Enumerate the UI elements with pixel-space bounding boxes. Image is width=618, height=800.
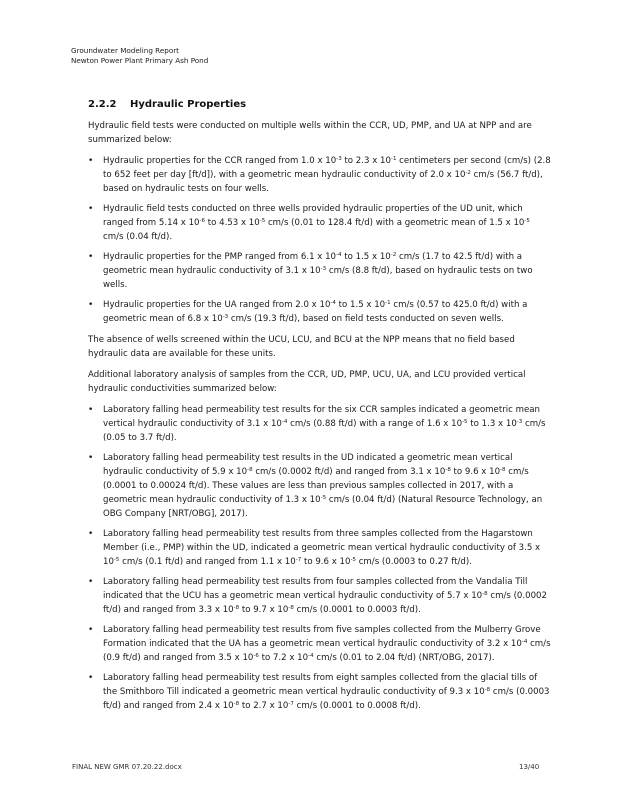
exponent: -3 — [516, 419, 523, 425]
text-run: Hydraulic properties for the CCR ranged from 1.0 x 10 — [103, 156, 337, 166]
exponent: -8 — [247, 467, 253, 473]
text-run: to 9.6 x 10 — [301, 557, 351, 567]
list-item — [88, 202, 552, 244]
section-title-text: Hydraulic Properties — [130, 99, 247, 110]
text-run: to 7.2 x 10 — [258, 653, 309, 663]
list-item — [88, 575, 552, 617]
text-run: cm/s (0.0002 ft/d) and ranged from 3.1 x 10 — [252, 467, 446, 477]
list-item — [88, 623, 552, 665]
text-run: to 9.7 x 10 — [239, 605, 289, 615]
exponent: -5 — [259, 218, 266, 224]
exponent: -5 — [524, 218, 530, 224]
document-header — [71, 46, 208, 65]
text-run: to 2.3 x 10 — [341, 156, 391, 166]
bullet-marker: • — [88, 300, 94, 310]
list-item — [88, 298, 552, 326]
lab-intro-paragraph: Additional laboratory analysis of samples from the CCR, UD, PMP, UCU, UA, and LCU provided vertical hydraulic conductivities summarized below: — [88, 370, 526, 394]
exponent: -7 — [295, 557, 302, 563]
text-run: cm/s (0.01 to 128.4 ft/d) with a geometric mean of 1.5 x 10 — [265, 218, 525, 228]
list-item — [88, 154, 552, 196]
text-run: cm/s (0.0001 to 0.0003 ft/d). — [293, 605, 421, 615]
bullet-marker: • — [88, 625, 94, 635]
list-item — [88, 451, 552, 521]
text-run: to 2.7 x 10 — [239, 701, 289, 711]
exponent: -2 — [465, 170, 471, 176]
text-run: cm/s (0.0002 ft/d) and ranged from 3.3 x 10 — [103, 591, 547, 615]
section-heading — [88, 99, 246, 110]
exponent: -8 — [288, 605, 294, 611]
exponent: -5 — [113, 557, 120, 563]
text-run: cm/s (0.05 to 3.7 ft/d). — [103, 419, 546, 443]
exponent: -2 — [390, 252, 397, 258]
text-run: Laboratory falling head permeability test results for the six CCR samples indicated a geometric mean vertical hydraulic conductivity of 3.1 x 10 — [103, 405, 540, 429]
text-run: to 1.3 x 10 — [467, 419, 517, 429]
text-run: cm/s (0.0001 to 0.0008 ft/d). — [293, 701, 421, 711]
text-run: to 9.6 x 10 — [450, 467, 501, 477]
text-run: Hydraulic field tests conducted on three wells provided hydraulic properties of the UD unit, which ranged from 5.14 x 10 — [103, 204, 523, 228]
exponent: -5 — [462, 419, 468, 425]
exponent: -8 — [233, 605, 240, 611]
exponent: -1 — [385, 300, 391, 306]
text-run: cm/s (0.57 to 425.0 ft/d) with a geometric mean of 6.8 x 10 — [103, 300, 528, 324]
text-run: cm/s (0.0003 ft/d) and ranged from 2.4 x 10 — [103, 687, 550, 711]
bullet-marker: • — [88, 252, 94, 262]
text-run: Laboratory falling head permeability test results from four samples collected from the Vandalia Till indicated that the UCU has a geometric mean vertical hydraulic conductivity of 5.7 x 10 — [103, 577, 528, 601]
text-run: cm/s (0.88 ft/d) with a range of 1.6 x 10 — [287, 419, 463, 429]
exponent: -3 — [320, 266, 327, 272]
text-run: cm/s (0.0001 to 0.00024 ft/d). These values are less than previous samples collected in 2017, with a geometric mean hydraulic conductivity of 1.3 x 10 — [103, 467, 529, 505]
bullet-marker: • — [88, 673, 94, 683]
text-run: cm/s (8.8 ft/d), based on hydraulic tests on two wells. — [103, 266, 533, 290]
exponent: -1 — [390, 156, 397, 162]
bullet-marker: • — [88, 577, 94, 587]
exponent: -4 — [281, 419, 288, 425]
exponent: -4 — [521, 639, 528, 645]
field-test-list — [88, 154, 552, 326]
text-run: cm/s (0.1 ft/d) and ranged from 1.1 x 10 — [119, 557, 296, 567]
exponent: -8 — [445, 467, 451, 473]
list-item — [88, 403, 552, 445]
list-item — [88, 527, 552, 569]
header-site-name: Newton Power Plant Primary Ash Pond — [71, 55, 209, 65]
exponent: -5 — [320, 495, 327, 501]
header-report-title: Groundwater Modeling Report — [71, 46, 180, 55]
text-run: cm/s (0.0003 to 0.27 ft/d). — [355, 557, 472, 567]
body-text — [88, 119, 552, 720]
bullet-marker: • — [88, 529, 94, 539]
text-run: to 1.5 x 10 — [341, 252, 391, 262]
text-run: Hydraulic properties for the PMP ranged from 6.1 x 10 — [103, 252, 337, 262]
text-run: cm/s (0.04 ft/d) (Natural Resource Technology, an OBG Company [NRT/OBG], 2017). — [103, 495, 543, 519]
text-run: cm/s (19.3 ft/d), based on field tests conducted on seven wells. — [228, 314, 504, 324]
exponent: -6 — [253, 653, 259, 659]
footer-page-number: 13/40 — [519, 763, 540, 771]
exponent: -4 — [336, 252, 342, 258]
text-run: centimeters per second (cm/s) (2.8 to 652 feet per day [ft/d]), with a geometric mean hydraulic conductivity of 2.0 x 10 — [103, 156, 551, 180]
text-run: Hydraulic properties for the UA ranged from 2.0 x 10 — [103, 300, 331, 310]
bullet-marker: • — [88, 204, 94, 214]
list-item — [88, 250, 552, 292]
lab-test-list — [88, 403, 552, 713]
text-run: cm/s (1.7 to 42.5 ft/d) with a geometric mean hydraulic conductivity of 3.1 x 10 — [103, 252, 523, 276]
exponent: -4 — [308, 653, 314, 659]
text-run: Laboratory falling head permeability test results in the UD indicated a geometric mean vertical hydraulic conductivity of 5.9 x 10 — [103, 453, 513, 477]
text-run: cm/s (0.9 ft/d) and ranged from 3.5 x 10 — [103, 639, 551, 663]
text-run: cm/s (0.01 to 2.04 ft/d) (NRT/OBG, 2017). — [313, 653, 495, 663]
exponent: -3 — [336, 156, 342, 162]
exponent: -8 — [500, 467, 506, 473]
text-run: Laboratory falling head permeability test results from three samples collected from the Hagarstown Member (i.e., PMP) within the UD, indicated a geometric mean vertical hydraulic conductivity of 3.5 x 10 — [103, 529, 541, 567]
bullet-marker: • — [88, 453, 94, 463]
text-run: to 1.5 x 10 — [335, 300, 386, 310]
text-run: cm/s (56.7 ft/d), based on hydraulic tests on four wells. — [103, 170, 543, 194]
exponent: -8 — [233, 701, 240, 707]
footer-filename: FINAL NEW GMR 07.20.22.docx — [72, 763, 182, 771]
intro-paragraph: Hydraulic field tests were conducted on multiple wells within the CCR, UD, PMP, and UA at NPP and are summarized below: — [88, 121, 532, 145]
exponent: -8 — [482, 591, 488, 597]
text-run: to 4.53 x 10 — [205, 218, 260, 228]
bullet-marker: • — [88, 156, 94, 166]
list-item — [88, 671, 552, 713]
section-number: 2.2.2 — [88, 99, 117, 110]
text-run: Laboratory falling head permeability test results from five samples collected from the Mulberry Grove Formation indicated that the UA has a geometric mean vertical hydraulic conductivity of 3.2 x 10 — [103, 625, 541, 649]
text-run: cm/s (0.04 ft/d). — [103, 232, 173, 242]
text-run: Laboratory falling head permeability test results from eight samples collected from the glacial tills of the Smithboro Till indicated a geometric mean vertical hydraulic conductivity of 9.3 x 10 — [103, 673, 538, 697]
exponent: -6 — [199, 218, 206, 224]
exponent: -4 — [330, 300, 336, 306]
bullet-marker: • — [88, 405, 94, 415]
exponent: -3 — [222, 314, 229, 320]
exponent: -5 — [350, 557, 356, 563]
exponent: -7 — [288, 701, 294, 707]
absence-paragraph: The absence of wells screened within the UCU, LCU, and BCU at the NPP means that no field based hydraulic data are available for these units. — [88, 335, 515, 359]
exponent: -8 — [484, 687, 491, 693]
